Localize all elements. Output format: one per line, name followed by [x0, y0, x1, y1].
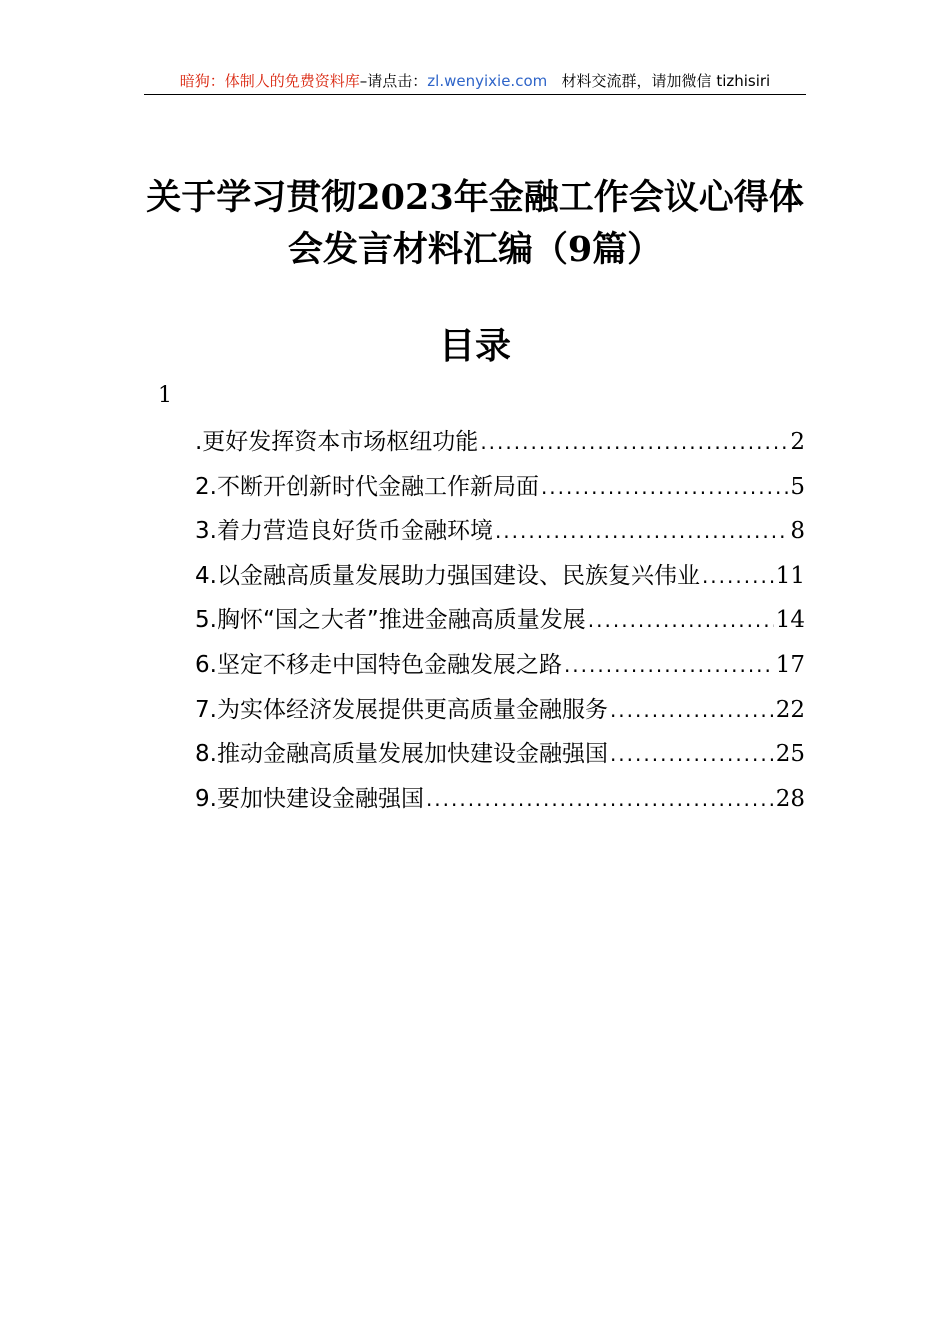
toc-entry-label: 9.要加快建设金融强国 [195, 785, 424, 812]
toc-heading: 目录 [438, 325, 511, 367]
toc-entry[interactable] [195, 420, 805, 465]
header-url-link[interactable]: zl.wenyixie.com [427, 72, 548, 90]
toc-entry-label: 3.着力营造良好货币金融环境 [195, 518, 493, 545]
toc-leader-dots [541, 465, 788, 509]
toc-leader-dots [702, 554, 774, 598]
toc-entry-label: 5.胸怀“国之大者”推进金融高质量发展 [195, 607, 586, 634]
toc-entry[interactable] [195, 465, 805, 510]
toc-entry-label: 6.坚定不移走中国特色金融发展之路 [195, 651, 562, 678]
toc-leader-dots [426, 777, 774, 821]
toc-entry-page: 25 [775, 741, 805, 768]
toc-leader-dots [564, 643, 774, 687]
toc-entry-label: .更好发挥资本市场枢纽功能 [195, 429, 479, 455]
toc-entry-page: 14 [775, 607, 805, 634]
toc-leader-dots [610, 688, 774, 732]
toc-entry-page: 8 [790, 518, 805, 545]
toc-entry-label: 7.为实体经济发展提供更高质量金融服务 [195, 696, 608, 723]
toc-entry[interactable] [195, 554, 805, 599]
toc-entry-label: 2.不断开创新时代金融工作新局面 [195, 473, 539, 500]
toc-stray-number: 1 [158, 383, 172, 408]
toc-entry[interactable] [195, 777, 805, 822]
toc-entry-page: 17 [775, 651, 805, 678]
page-header [144, 68, 806, 95]
toc-entry-page: 28 [775, 785, 805, 812]
toc-entry-page: 11 [775, 562, 805, 589]
toc-leader-dots [588, 598, 774, 642]
toc-entry-page: 2 [790, 429, 805, 455]
toc-entry[interactable] [195, 732, 805, 777]
header-click-prefix: –请点击： [359, 72, 428, 90]
document-title: 关于学习贯彻2023年金融工作会议心得体会发言材料汇编（9篇） [146, 177, 804, 270]
toc-entry[interactable] [195, 643, 805, 688]
toc-leader-dots [610, 732, 774, 776]
toc-entry-label: 4.以金融高质量发展助力强国建设、民族复兴伟业 [195, 562, 700, 589]
toc-entry-page: 5 [790, 473, 805, 500]
toc-leader-dots [480, 420, 788, 464]
toc-entry-page: 22 [775, 696, 805, 723]
header-group-text: 材料交流群，请加微信 tizhisiri [561, 72, 771, 90]
toc-leader-dots [495, 509, 788, 553]
toc-entry[interactable] [195, 688, 805, 733]
header-brand: 暗狗：体制人的免费资料库 [179, 72, 360, 90]
toc-entry-label: 8.推动金融高质量发展加快建设金融强国 [195, 741, 608, 768]
toc-entry[interactable] [195, 598, 805, 643]
toc-entry[interactable] [195, 509, 805, 554]
table-of-contents [195, 420, 805, 821]
